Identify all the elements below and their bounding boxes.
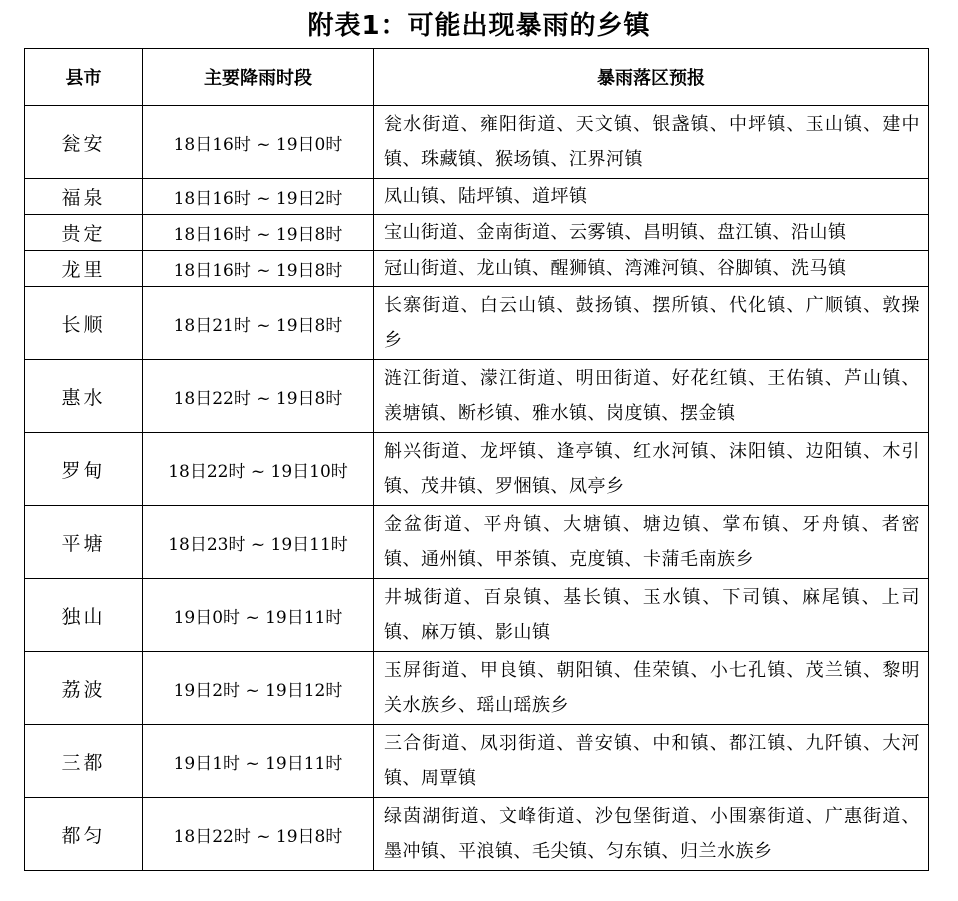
period-cell: 18日23时 ~ 19日11时 [143,506,374,579]
county-cell: 福泉 [25,179,143,215]
period-cell: 18日22时 ~ 19日8时 [143,798,374,871]
county-cell: 平塘 [25,506,143,579]
areas-cell: 宝山街道、金南街道、云雾镇、昌明镇、盘江镇、沿山镇 [374,215,929,251]
header-county: 县市 [25,49,143,106]
table-row [25,798,929,871]
period-cell: 18日16时 ~ 19日2时 [143,179,374,215]
table-row [25,506,929,579]
header-period: 主要降雨时段 [143,49,374,106]
areas-cell: 斛兴街道、龙坪镇、逢亭镇、红水河镇、沫阳镇、边阳镇、木引镇、茂井镇、罗悃镇、凤亭乡 [374,433,929,506]
period-cell: 18日16时 ~ 19日8时 [143,215,374,251]
areas-cell: 玉屏街道、甲良镇、朝阳镇、佳荣镇、小七孔镇、茂兰镇、黎明关水族乡、瑶山瑶族乡 [374,652,929,725]
header-areas: 暴雨落区预报 [374,49,929,106]
table-row [25,251,929,287]
county-cell: 瓮安 [25,106,143,179]
areas-cell: 凤山镇、陆坪镇、道坪镇 [374,179,929,215]
county-cell: 长顺 [25,287,143,360]
period-cell: 18日22时 ~ 19日8时 [143,360,374,433]
table-row [25,287,929,360]
table-row [25,433,929,506]
rainstorm-table [24,48,929,871]
county-cell: 贵定 [25,215,143,251]
table-row [25,179,929,215]
period-cell: 18日22时 ~ 19日10时 [143,433,374,506]
areas-cell: 井城街道、百泉镇、基长镇、玉水镇、下司镇、麻尾镇、上司镇、麻万镇、影山镇 [374,579,929,652]
period-cell: 18日16时 ~ 19日0时 [143,106,374,179]
areas-cell: 冠山街道、龙山镇、醒狮镇、湾滩河镇、谷脚镇、洗马镇 [374,251,929,287]
table-row [25,106,929,179]
page-title: 附表1：可能出现暴雨的乡镇 [307,11,651,41]
table-row [25,725,929,798]
period-cell: 19日1时 ~ 19日11时 [143,725,374,798]
period-cell: 18日16时 ~ 19日8时 [143,251,374,287]
county-cell: 三都 [25,725,143,798]
table-row [25,579,929,652]
areas-cell: 三合街道、凤羽街道、普安镇、中和镇、都江镇、九阡镇、大河镇、周覃镇 [374,725,929,798]
table-row [25,652,929,725]
period-cell: 18日21时 ~ 19日8时 [143,287,374,360]
table-row [25,215,929,251]
county-cell: 独山 [25,579,143,652]
areas-cell: 瓮水街道、雍阳街道、天文镇、银盏镇、中坪镇、玉山镇、建中镇、珠藏镇、猴场镇、江界河镇 [374,106,929,179]
table-row [25,360,929,433]
county-cell: 罗甸 [25,433,143,506]
table-header-row [25,49,929,106]
areas-cell: 绿茵湖街道、文峰街道、沙包堡街道、小围寨街道、广惠街道、墨冲镇、平浪镇、毛尖镇、匀东镇、归兰水族乡 [374,798,929,871]
areas-cell: 涟江街道、濛江街道、明田街道、好花红镇、王佑镇、芦山镇、羡塘镇、断杉镇、雅水镇、岗度镇、摆金镇 [374,360,929,433]
areas-cell: 长寨街道、白云山镇、鼓扬镇、摆所镇、代化镇、广顺镇、敦操乡 [374,287,929,360]
period-cell: 19日2时 ~ 19日12时 [143,652,374,725]
county-cell: 都匀 [25,798,143,871]
county-cell: 荔波 [25,652,143,725]
period-cell: 19日0时 ~ 19日11时 [143,579,374,652]
county-cell: 惠水 [25,360,143,433]
county-cell: 龙里 [25,251,143,287]
areas-cell: 金盆街道、平舟镇、大塘镇、塘边镇、掌布镇、牙舟镇、者密镇、通州镇、甲茶镇、克度镇、卡蒲毛南族乡 [374,506,929,579]
